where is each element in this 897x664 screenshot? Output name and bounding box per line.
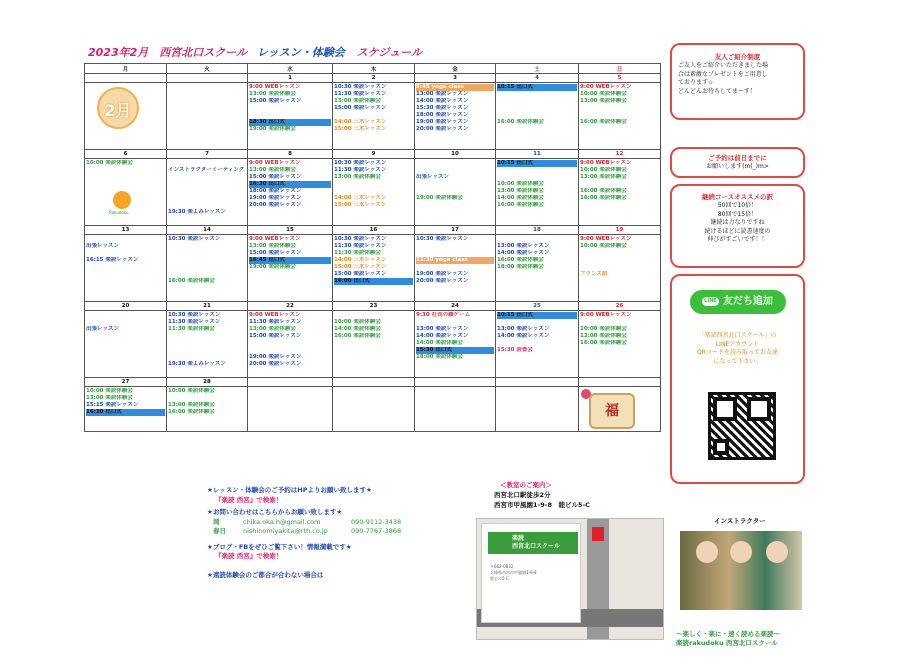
map-address-3: 睦ビル5-C	[490, 576, 509, 581]
day-cell[interactable]	[415, 311, 496, 378]
friend-referral-text-4: どんどんお待ちしてまーす！	[678, 87, 756, 95]
calendar-event[interactable]: 9:00 WEBレッスン	[249, 160, 301, 166]
calendar-event[interactable]: 18:00 楽読体験会	[497, 264, 544, 270]
day-cell[interactable]	[579, 159, 661, 226]
day-cell[interactable]	[85, 83, 167, 150]
calendar-event[interactable]: 14:00 三木レッスン	[334, 195, 387, 201]
calendar-event[interactable]: 10:15 出口式	[497, 312, 577, 319]
calendar-event[interactable]: 19:00 楽読体験会	[249, 126, 296, 132]
events-row	[85, 159, 661, 226]
calendar-event[interactable]: 13:00 楽読体験会	[334, 98, 381, 104]
events-row	[85, 235, 661, 302]
calendar-event[interactable]: 10:00 楽読体験会	[580, 91, 627, 97]
day-number-row	[85, 74, 661, 83]
line-text-1: 「楽読西宮北口スクール」の	[698, 332, 777, 339]
day-cell[interactable]	[579, 235, 661, 302]
calendar-event[interactable]: 9:00 WEBレッスン	[580, 84, 632, 90]
day-number	[496, 378, 579, 387]
friend-referral-text-3: ております☆	[678, 79, 714, 86]
calendar-event[interactable]: 14:00 楽読体験会	[497, 195, 544, 201]
contact-2-phone[interactable]: 090-7767-3868	[351, 527, 402, 535]
contact-1-email[interactable]: chika.oka.h@gmail.com	[243, 517, 321, 526]
day-cell[interactable]	[85, 235, 167, 302]
contact-2-name: 春日	[213, 527, 226, 535]
day-cell[interactable]	[167, 235, 248, 302]
calendar-event[interactable]: 9:00 WEBレッスン	[580, 236, 632, 242]
day-number: 7	[167, 150, 248, 159]
day-cell[interactable]	[248, 83, 333, 150]
day-number: 15	[248, 226, 333, 235]
instructor-face-1	[696, 541, 718, 563]
calendar-event[interactable]: 9:30 社長の雑ゲーム	[416, 312, 471, 318]
contact-1-phone[interactable]: 090-9112-3438	[351, 517, 402, 526]
calendar-event[interactable]: 13:00 楽読体験会	[86, 395, 133, 401]
map-building-marker-icon	[592, 527, 604, 541]
day-number: 2	[333, 74, 415, 83]
calendar-event[interactable]: 15:00 楽読レッスン	[334, 105, 387, 111]
calendar-event[interactable]: 13:00 楽読体験会	[580, 98, 627, 104]
contact-1-name: 岡	[213, 517, 220, 526]
calendar-event[interactable]: 10:00 楽読体験会	[497, 181, 544, 187]
footer-slogan	[676, 630, 780, 648]
calendar-event[interactable]: 13:00 楽読体験会	[249, 91, 296, 97]
info-reserve-line: ★レッスン・体験会のご予約はHPよりお願い致します★	[207, 486, 372, 494]
calendar-event[interactable]: 11:30 yoga class	[416, 257, 494, 264]
calendar-event[interactable]: 15:00 楽読レッスン	[249, 98, 302, 104]
day-number-row	[85, 378, 661, 387]
day-cell[interactable]	[333, 83, 415, 150]
calendar-event[interactable]: インストラクターミーティング	[168, 167, 245, 173]
day-cell[interactable]	[496, 83, 579, 150]
calendar-event[interactable]: 10:00 楽読体験会	[580, 243, 627, 249]
calendar-event[interactable]: 出張レッスン	[416, 174, 449, 180]
calendar-event[interactable]: 15:15 楽読レッスン	[86, 402, 139, 408]
day-number	[579, 378, 661, 387]
calendar-event[interactable]: 10:30 楽読レッスン	[168, 312, 221, 318]
friend-referral-box	[670, 43, 805, 120]
calendar-event[interactable]: 16:00 楽読体験会	[580, 195, 627, 201]
title-schedule: スケジュール	[356, 46, 422, 59]
calendar-event[interactable]: 15:00 三木レッスン	[334, 126, 387, 132]
calendar-event[interactable]: 20:00 楽読レッスン	[249, 361, 302, 367]
calendar-event[interactable]: 16:00 楽読体験会	[497, 119, 544, 125]
day-number: 14	[167, 226, 248, 235]
calendar-event[interactable]: 19:00 楽読体験会	[416, 195, 463, 201]
february-badge-icon	[97, 87, 139, 129]
instructor-face-3	[766, 541, 788, 563]
day-cell[interactable]	[248, 159, 333, 226]
instructor-face-2	[730, 541, 752, 563]
calendar-event[interactable]: 13:00 楽読レッスン	[416, 91, 469, 97]
calendar-event[interactable]: 10:00 楽読体験会	[580, 167, 627, 173]
day-number: 24	[415, 302, 496, 311]
day-cell[interactable]	[333, 235, 415, 302]
calendar-event[interactable]: 9:45 yoga class	[416, 84, 494, 91]
line-text-2: LINEアカウント	[715, 340, 760, 348]
weekday-thu: 木	[333, 64, 415, 74]
calendar-event[interactable]: 10:15 出口式	[497, 84, 577, 91]
calendar-event[interactable]: 16:00 楽読体験会	[580, 119, 627, 125]
map-school-card	[481, 523, 581, 623]
rakudoku-mascot-icon	[113, 191, 131, 209]
calendar-event[interactable]: 19:00 楽読レッスン	[416, 271, 469, 277]
contact-2-email[interactable]: nishinomiyakita@rth.co.jp	[243, 527, 328, 535]
day-cell[interactable]	[248, 311, 333, 378]
calendar-event[interactable]: 15:00 三木レッスン	[334, 202, 387, 208]
qr-code-icon[interactable]	[708, 392, 776, 460]
day-cell[interactable]	[333, 387, 415, 432]
calendar-event[interactable]: 9:00 WEBレッスン	[249, 84, 301, 90]
calendar-event[interactable]: 19:30 楽よみレッスン	[168, 209, 226, 215]
calendar-event[interactable]: 13:00 楽読体験会	[497, 188, 544, 194]
day-number: 25	[496, 302, 579, 311]
day-number	[333, 378, 415, 387]
weekday-wed: 水	[248, 64, 333, 74]
mascot-label: Rakudoku	[109, 210, 129, 215]
day-number: 18	[496, 226, 579, 235]
calendar-event[interactable]: 15:00 楽読レッスン	[334, 271, 387, 277]
calendar-event[interactable]: 16:00 出口式	[334, 278, 413, 285]
calendar-event[interactable]: 13:00 楽読レッスン	[497, 326, 550, 332]
day-number: 21	[167, 302, 248, 311]
map-address	[490, 564, 537, 582]
calendar-event[interactable]: 11:30 楽読レッスン	[334, 243, 387, 249]
title-month: 2023年2月 西宮北口スクール	[88, 46, 248, 59]
map-logo	[488, 532, 578, 554]
weekday-sun: 日	[579, 64, 661, 74]
calendar-event[interactable]: 13:00 楽読体験会	[249, 243, 296, 249]
day-number-row	[85, 302, 661, 311]
calendar-event[interactable]: 14:00 楽読レッスン	[416, 98, 469, 104]
day-cell[interactable]	[85, 311, 167, 378]
calendar-event[interactable]: 10:00 楽読体験会	[168, 388, 215, 394]
title-lesson: レッスン・体験会	[256, 46, 345, 59]
footer-line-2: 楽読rakudoku 西宮北口スクール	[676, 639, 778, 647]
footer-line-1: ～楽しく・楽に・速く読める楽読～	[676, 630, 780, 638]
day-number: 22	[248, 302, 333, 311]
calendar-event[interactable]: 11:30 楽読体験会	[168, 326, 215, 332]
info-remote-line: ★遠読体験会のご都合が合わない場合は	[207, 570, 324, 579]
calendar-event[interactable]: 15:30 出口式	[416, 347, 494, 354]
course-text-5: 伸びがすごいです！！	[707, 236, 768, 243]
calendar-event[interactable]: 15:00 楽読レッスン	[249, 333, 302, 339]
calendar-event[interactable]: 18:00 楽読体験会	[416, 354, 463, 360]
day-cell[interactable]	[415, 83, 496, 150]
calendar-event[interactable]: 16:00 楽読体験会	[497, 202, 544, 208]
calendar-event[interactable]: 10:00 楽読体験会	[86, 388, 133, 394]
calendar-event[interactable]: 18:00 楽読レッスン	[249, 188, 302, 194]
calendar-event[interactable]: 20:00 楽読レッスン	[249, 202, 302, 208]
weekday-mon: 月	[85, 64, 167, 74]
calendar-event[interactable]: 13:00 楽読レッスン	[416, 326, 469, 332]
day-cell[interactable]	[248, 235, 333, 302]
calendar-event[interactable]: 14:00 楽読体験会	[334, 326, 381, 332]
day-number: 13	[85, 226, 167, 235]
events-row	[85, 387, 661, 432]
contact-info	[207, 486, 469, 580]
day-number: 9	[333, 150, 415, 159]
info-search-1: 『楽読 西宮』で検索！	[215, 495, 283, 504]
calendar-event[interactable]: 20:00 楽読レッスン	[416, 126, 469, 132]
map-address-1: 〒662-0832	[490, 564, 514, 569]
friend-referral-text-1: ご友人をご紹介いただきました場	[678, 62, 769, 69]
day-number	[248, 378, 333, 387]
reservation-box	[670, 147, 805, 178]
calendar-event[interactable]: 14:00 楽読体験会	[416, 340, 463, 346]
course-box	[670, 184, 805, 268]
info-blog-line: ★ブログ・FBをぜひご覧下さい！情報満載です★	[207, 542, 352, 551]
day-number: 23	[333, 302, 415, 311]
contact-row-1	[207, 518, 469, 528]
access-address: 西宮市甲風園1-9-8 睦ビル5-C	[494, 501, 590, 509]
events-row	[85, 83, 661, 150]
course-text-4: 続けるほどに読書速度の	[704, 227, 771, 235]
day-cell[interactable]	[333, 311, 415, 378]
friend-referral-text-2: 合は素敵なプレゼントをご用意し	[678, 70, 768, 78]
day-number	[415, 378, 496, 387]
calendar-event[interactable]: 10:30 楽読レッスン	[334, 84, 387, 90]
course-text-2: 80回で15倍！	[717, 210, 758, 218]
course-text-3: 継続は力なりですね	[710, 219, 765, 226]
calendar-event[interactable]: 10:30 楽読レッスン	[416, 236, 469, 242]
calendar-event[interactable]: 19:00 楽読レッスン	[416, 119, 469, 125]
calendar-event[interactable]: 16:00 楽読体験会	[497, 257, 544, 263]
map-school-name: 西宮北口スクール	[512, 543, 560, 550]
day-cell[interactable]	[167, 159, 248, 226]
day-cell[interactable]	[579, 83, 661, 150]
calendar-event[interactable]: 11:30 楽読レッスン	[334, 91, 387, 97]
day-number	[85, 74, 167, 83]
calendar-event[interactable]: 10:15 出口式	[497, 160, 577, 167]
calendar-event[interactable]: 9:00 WEBレッスン	[580, 160, 632, 166]
weekday-header-row	[85, 64, 661, 74]
calendar-event[interactable]: 19:00 楽読体験会	[249, 264, 296, 270]
events-row	[85, 311, 661, 378]
calendar-event[interactable]: フランス語	[580, 271, 608, 277]
day-cell[interactable]	[167, 311, 248, 378]
calendar-event[interactable]: 16:00 楽読体験会	[580, 188, 627, 194]
instructor-title: インストラクター	[714, 517, 766, 525]
day-cell[interactable]	[496, 159, 579, 226]
line-add-friend-label: 友だち追加	[722, 296, 773, 307]
calendar-event[interactable]: 19:30 楽よみレッスン	[168, 361, 226, 367]
calendar-event[interactable]: 15:00 楽読レッスン	[249, 174, 302, 180]
day-number-row	[85, 150, 661, 159]
calendar-event[interactable]: 出張レッスン	[86, 243, 119, 249]
course-text-1: 50回で10倍！	[717, 202, 758, 209]
day-cell[interactable]	[496, 235, 579, 302]
calendar-event[interactable]: 15:30 楽読レッスン	[416, 105, 469, 111]
day-number-row	[85, 226, 661, 235]
day-cell[interactable]	[167, 83, 248, 150]
day-number: 27	[85, 378, 167, 387]
day-cell[interactable]	[248, 387, 333, 432]
page-title	[88, 44, 422, 60]
map-logo-text: 楽読	[512, 535, 525, 542]
weekday-sat: 土	[496, 64, 579, 74]
map-address-2: 兵庫県西宮市甲風園1-9-8	[490, 570, 537, 575]
day-cell[interactable]	[579, 311, 661, 378]
info-search-2: 『楽読 西宮』で検索！	[215, 552, 283, 560]
calendar-event[interactable]: 出張レッスン	[86, 326, 119, 332]
calendar-event[interactable]: 16:00 楽読体験会	[334, 333, 381, 339]
weekday-tue: 火	[167, 64, 248, 74]
day-number: 8	[248, 150, 333, 159]
day-cell[interactable]	[415, 235, 496, 302]
day-number: 5	[579, 74, 661, 83]
day-cell[interactable]	[496, 387, 579, 432]
day-number	[167, 74, 248, 83]
access-heading: ＜教室のご案内＞	[500, 481, 552, 489]
line-logo-icon: LINE	[704, 297, 717, 304]
calendar-event[interactable]: 9:00 WEBレッスン	[249, 236, 301, 242]
access-info	[494, 480, 590, 510]
instructor-photo	[680, 531, 802, 610]
day-cell[interactable]	[496, 311, 579, 378]
calendar-event[interactable]: 16:45 出口式	[249, 257, 331, 264]
calendar-event[interactable]: 13:00 楽読体験会	[249, 167, 296, 173]
reservation-text: お願いします(m(_)m>	[706, 163, 769, 170]
calendar-event[interactable]: 16:00 楽読体験会	[168, 409, 215, 415]
day-cell[interactable]	[415, 387, 496, 432]
day-cell[interactable]	[579, 387, 661, 432]
day-number: 17	[415, 226, 496, 235]
day-number: 28	[167, 378, 248, 387]
calendar-event[interactable]: 10:00 楽読体験会	[580, 326, 627, 332]
day-number: 20	[85, 302, 167, 311]
calendar-event[interactable]: 11:30 楽読レッスン	[334, 167, 387, 173]
day-cell[interactable]	[85, 387, 167, 432]
calendar-event[interactable]: 10:30 楽読レッスン	[334, 236, 387, 242]
calendar-event[interactable]: 10:00 楽読体験会	[86, 160, 133, 166]
calendar-event[interactable]: 13:00 楽読体験会	[580, 174, 627, 180]
fuku-sign-icon: 福	[589, 393, 635, 429]
calendar-event[interactable]: 13:00 楽読体験会	[249, 326, 296, 332]
day-number: 26	[579, 302, 661, 311]
friend-referral-title: 友人ご紹介制度	[714, 53, 761, 61]
day-number: 19	[579, 226, 661, 235]
calendar-event[interactable]: 15:00 三木レッスン	[334, 264, 387, 270]
calendar-event[interactable]: 13:00 楽読体験会	[334, 174, 381, 180]
calendar-event[interactable]: 18:00 楽読レッスン	[416, 112, 469, 118]
course-title: 継続コースオススメの訳	[701, 193, 774, 201]
info-contact-line: ★お問い合わせはこちらからお願い致します★	[207, 508, 343, 516]
contact-row-2	[207, 527, 469, 537]
calendar-event[interactable]: 13:00 楽読体験会	[580, 333, 627, 339]
calendar-event[interactable]: 14:00 三木レッスン	[334, 119, 387, 125]
access-station: 西宮北口駅徒歩2分	[494, 491, 551, 499]
calendar-event[interactable]: 13:00 楽読レッスン	[497, 243, 550, 249]
line-text-4: になって下さい。	[713, 357, 762, 365]
day-number: 12	[579, 150, 661, 159]
day-number: 1	[248, 74, 333, 83]
weekday-fri: 金	[415, 64, 496, 74]
calendar-event[interactable]: 11:30 楽読レッスン	[249, 319, 302, 325]
reservation-title: ご予約は前日までに	[708, 154, 767, 162]
calendar-event[interactable]: 18:30 出口式	[249, 119, 331, 126]
day-number: 3	[415, 74, 496, 83]
calendar-event[interactable]: 19:00 楽読レッスン	[249, 195, 302, 201]
calendar-event[interactable]: 16:30 出口式	[249, 181, 331, 188]
calendar-event[interactable]: 14:00 楽読レッスン	[416, 333, 469, 339]
day-number: 10	[415, 150, 496, 159]
calendar-event[interactable]: 16:15 楽読レッスン	[86, 257, 139, 263]
february-badge-label: 2月	[104, 101, 132, 120]
calendar-event[interactable]: 11:30 楽読体験会	[334, 250, 381, 256]
day-cell[interactable]	[333, 159, 415, 226]
calendar-event[interactable]: 9:00 WEBレッスン	[249, 312, 301, 318]
calendar-event[interactable]: 15:00 楽読レッスン	[249, 250, 302, 256]
calendar-event[interactable]: 15:30 読書会	[497, 347, 533, 353]
day-cell[interactable]	[85, 159, 167, 226]
calendar-table	[84, 63, 661, 432]
day-cell[interactable]	[415, 159, 496, 226]
calendar-event[interactable]: 16:00 楽読体験会	[580, 340, 627, 346]
calendar-event[interactable]: 19:00 楽読レッスン	[249, 354, 302, 360]
calendar-event[interactable]: 16:30 出口式	[86, 409, 165, 416]
line-add-friend-button[interactable]	[690, 290, 786, 314]
calendar-event[interactable]: 14:00 三木レッスン	[334, 257, 387, 263]
calendar-event[interactable]: 10:00 楽読体験会	[334, 319, 381, 325]
calendar-event[interactable]: 10:30 楽読レッスン	[334, 160, 387, 166]
calendar-event[interactable]: 14:00 楽読レッスン	[497, 250, 550, 256]
day-number: 16	[333, 226, 415, 235]
calendar-event[interactable]: 10:30 楽読レッスン	[168, 236, 221, 242]
calendar-event[interactable]: 14:00 楽読レッスン	[497, 333, 550, 339]
calendar-event[interactable]: 20:00 楽読レッスン	[416, 278, 469, 284]
line-text-3: QRコードを読み取ってお友達	[697, 349, 778, 356]
school-map	[476, 518, 664, 640]
calendar-event[interactable]: 13:00 楽読体験会	[168, 402, 215, 408]
calendar-event[interactable]: 9:00 WEBレッスン	[580, 312, 632, 318]
day-number: 4	[496, 74, 579, 83]
calendar-event[interactable]: 11:30 楽読レッスン	[168, 319, 221, 325]
calendar-event[interactable]: 16:00 楽読体験会	[168, 278, 215, 284]
day-cell[interactable]	[167, 387, 248, 432]
day-number: 6	[85, 150, 167, 159]
day-number: 11	[496, 150, 579, 159]
line-box	[670, 274, 805, 484]
